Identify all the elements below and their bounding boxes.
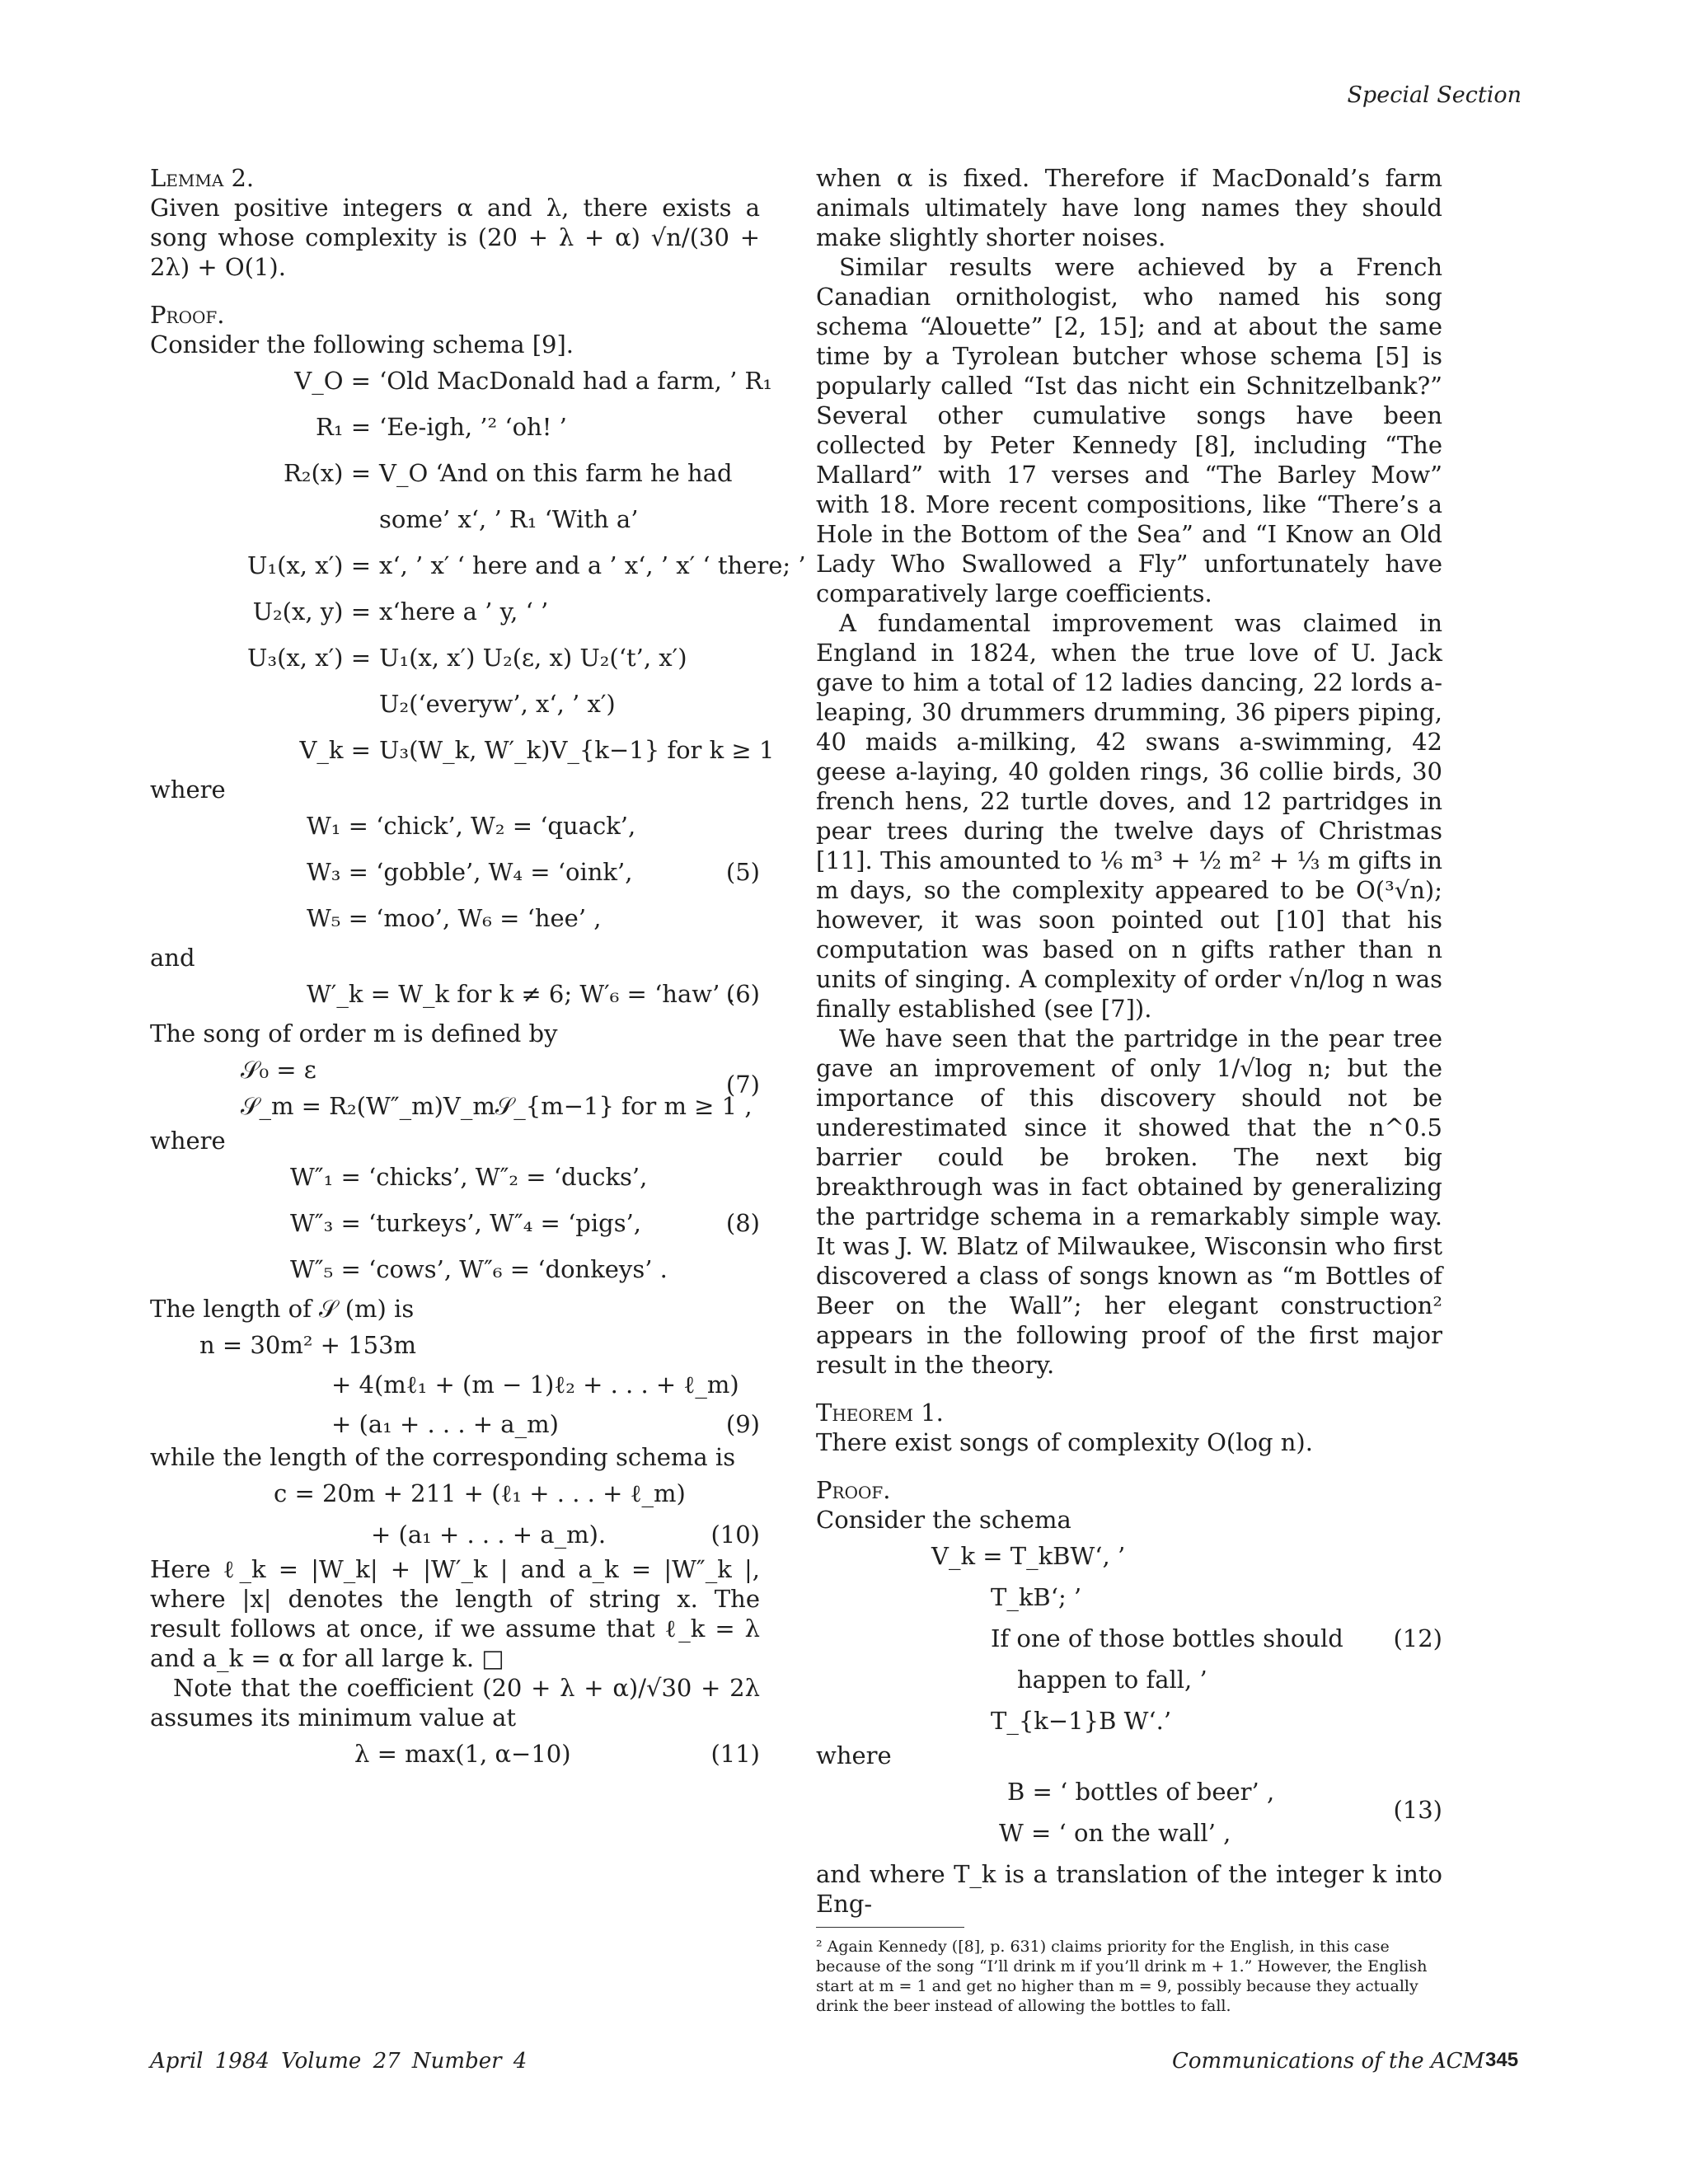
equation-number: (9) — [725, 1410, 760, 1438]
section-header: Special Section — [1347, 82, 1522, 108]
paragraph: when α is fixed. Therefore if MacDonald’s farm animals ultimately have long names they should make slightly shorter noises. — [816, 164, 1442, 251]
here-paragraph: Here ℓ_k = |W_k| + |W′_k | and a_k = |W″_k |, where |x| denotes the length of string x. The result follows at once, if we assume that ℓ_k = λ and a_k = α for all large k. □ — [150, 1555, 760, 1672]
equation-number: (13) — [1393, 1796, 1442, 1824]
proof-title: Proof. — [816, 1476, 891, 1504]
schema-line: U₁(x, x′) = x‘, ’ x′ ‘ here and a ’ x‘, ’ x′ ‘ there; ’ — [247, 551, 806, 579]
footnote: ² Again Kennedy ([8], p. 631) claims priority for the English, in this case because of the song “I’ll drink m if you’ll drink m + 1.” However, the English start at m = 1 and get no higher than m = 9, possibly because they actually drink the beer instead of allowing the bottles to fall. — [816, 1927, 1442, 2016]
schema-line: R₁ = ‘Ee-igh, ’² ‘oh! ’ — [316, 413, 567, 441]
equation-number: (11) — [710, 1740, 760, 1768]
equation-number: (10) — [710, 1521, 760, 1549]
equation-8: W″₁ = ‘chicks’, W″₂ = ‘ducks’, W″₃ = ‘turkeys’, W″₄ = ‘pigs’, (8) W″₅ = ‘cows’, W″₆ = ‘donkeys’ . — [290, 1163, 760, 1283]
equation-number: (7) — [725, 1071, 760, 1099]
equation-10: c = 20m + 211 + (ℓ₁ + . . . + ℓ_m) + (a₁ + . . . + a_m). (10) — [274, 1479, 760, 1549]
theorem-title: Theorem 1. — [816, 1399, 944, 1427]
lemma-text: Given positive integers α and λ, there exists a song whose complexity is (20 + λ + α) √n/(30 + 2λ) + O(1). — [150, 194, 760, 281]
equation-number: (12) — [1393, 1624, 1442, 1652]
lemma-title: Lemma 2. — [150, 164, 255, 192]
issue-info: April 1984 Volume 27 Number 4 — [150, 2049, 528, 2074]
paragraph: A fundamental improvement was claimed in England in 1824, when the true love of U. Jack gave to him a total of 12 ladies dancing, 22 lords a-leaping, 30 drummers drumming, 36 pipers piping, 40 maids a-milking, 42 swans a-swimming, 42 geese a-laying, 40 golden rings, 36 collie birds, 30 french hens, 22 turtle doves, and 12 partridges in pear trees during the twelve days of Christmas [11]. This amounted to ⅙ m³ + ½ m² + ⅓ m gifts in m days, so the complexity appeared to be O(³√n); however, it was soon pointed out [10] that his computation was based on n gifts rather than n units of singing. A complexity of order √n/log n was finally established (see [7]). — [816, 609, 1442, 1023]
length-definition: The length of 𝒮 (m) is — [150, 1295, 415, 1323]
schema-line: R₂(x) = V_O ‘And on this farm he had — [284, 459, 733, 487]
paragraph: We have seen that the partridge in the pear tree gave an improvement of only 1/√log n; but the importance of this discovery should not be underestimated since it showed that the n^0.5 barrier could be broken. The next big breakthrough was in fact obtained by generalizing the partridge schema in a remarkably simple way. It was J. W. Blatz of Milwaukee, Wisconsin who first discovered a class of songs known as “m Bottles of Beer on the Wall”; her elegant construction² appears in the following proof of the first major result in the theory. — [816, 1024, 1442, 1379]
proof-intro: Consider the schema — [816, 1506, 1071, 1534]
equation-9: n = 30m² + 153m + 4(mℓ₁ + (m − 1)ℓ₂ + . . . + ℓ_m) + (a₁ + . . . + a_m) (9) — [199, 1331, 760, 1438]
equation-number: (5) — [725, 858, 760, 886]
equation-7: 𝒮₀ = ε (7) 𝒮_m = R₂(W″_m)V_m𝒮_{m−1} for m ≥ 1 , — [241, 1056, 760, 1120]
equation-6: W′_k = W_k for k ≠ 6; W′₆ = ‘haw’ . (6) — [307, 980, 760, 1008]
left-column — [150, 163, 806, 1779]
schema-equations — [150, 359, 806, 775]
where-label: where — [150, 776, 226, 804]
note-paragraph: Note that the coefficient (20 + λ + α)/√30 + 2λ assumes its minimum value at — [150, 1674, 760, 1732]
paragraph: Similar results were achieved by a French Canadian ornithologist, who named his song schema “Alouette” [2, 15]; and at about the same time by a Tyrolean butcher whose schema [5] is popularly called “Ist das nicht ein Schnitzelbank?” Several other cumulative songs have been collected by Peter Kennedy [8], including “The Mallard” with 17 verses and “The Barley Mow” with 18. More recent compositions, like “There’s a Hole in the Bottom of the Sea” and “I Know an Old Lady Who Swallowed a Fly” unfortunately have comparatively large coefficients. — [816, 253, 1442, 607]
where-label: where — [150, 1127, 226, 1155]
song-definition: The song of order m is defined by — [150, 1019, 558, 1047]
schema-line: some’ x‘, ’ R₁ ‘With a’ — [379, 505, 639, 533]
proof-title: Proof. — [150, 301, 225, 329]
where-label: where — [816, 1741, 892, 1769]
right-column — [816, 163, 1442, 2016]
theorem-text: There exist songs of complexity O(log n). — [816, 1428, 1313, 1456]
equation-13: B = ‘ bottles of beer’ , (13) W = ‘ on the wall’ , — [999, 1778, 1442, 1847]
proof-intro: Consider the following schema [9]. — [150, 330, 574, 359]
schema-line: V_O = ‘Old MacDonald had a farm, ’ R₁ — [294, 367, 772, 395]
equation-12: V_k = T_kBW‘, ’ T_kB‘; ’ If one of those bottles should (12) happen to fall, ’ T_{k−1}B W‘.’ — [931, 1542, 1442, 1735]
schema-line: U₂(x, y) = x‘here a ’ y, ‘ ’ — [252, 598, 549, 626]
schema-line: U₂(‘everyw’, x‘, ’ x′) — [379, 690, 616, 718]
equation-5: W₁ = ‘chick’, W₂ = ‘quack’, W₃ = ‘gobble’, W₄ = ‘oink’, (5) W₅ = ‘moo’, W₆ = ‘hee’ , — [307, 812, 760, 932]
equation-number: (8) — [725, 1209, 760, 1237]
schema-line: U₃(x, x′) = U₁(x, x′) U₂(ε, x) U₂(‘t’, x′) — [247, 644, 687, 672]
paragraph: and where T_k is a translation of the integer k into Eng- — [816, 1860, 1442, 1918]
equation-number: (6) — [725, 980, 760, 1008]
schema-line: V_k = U₃(W_k, W′_k)V_{k−1} for k ≥ 1 — [299, 736, 775, 764]
schema-length-text: while the length of the corresponding schema is — [150, 1443, 736, 1471]
equation-11: λ = max(1, α−10) (11) — [354, 1740, 760, 1768]
page-number: 345 — [1485, 2049, 1519, 2071]
and-label: and — [150, 944, 195, 972]
journal-name: Communications of the ACM — [1172, 2049, 1485, 2074]
